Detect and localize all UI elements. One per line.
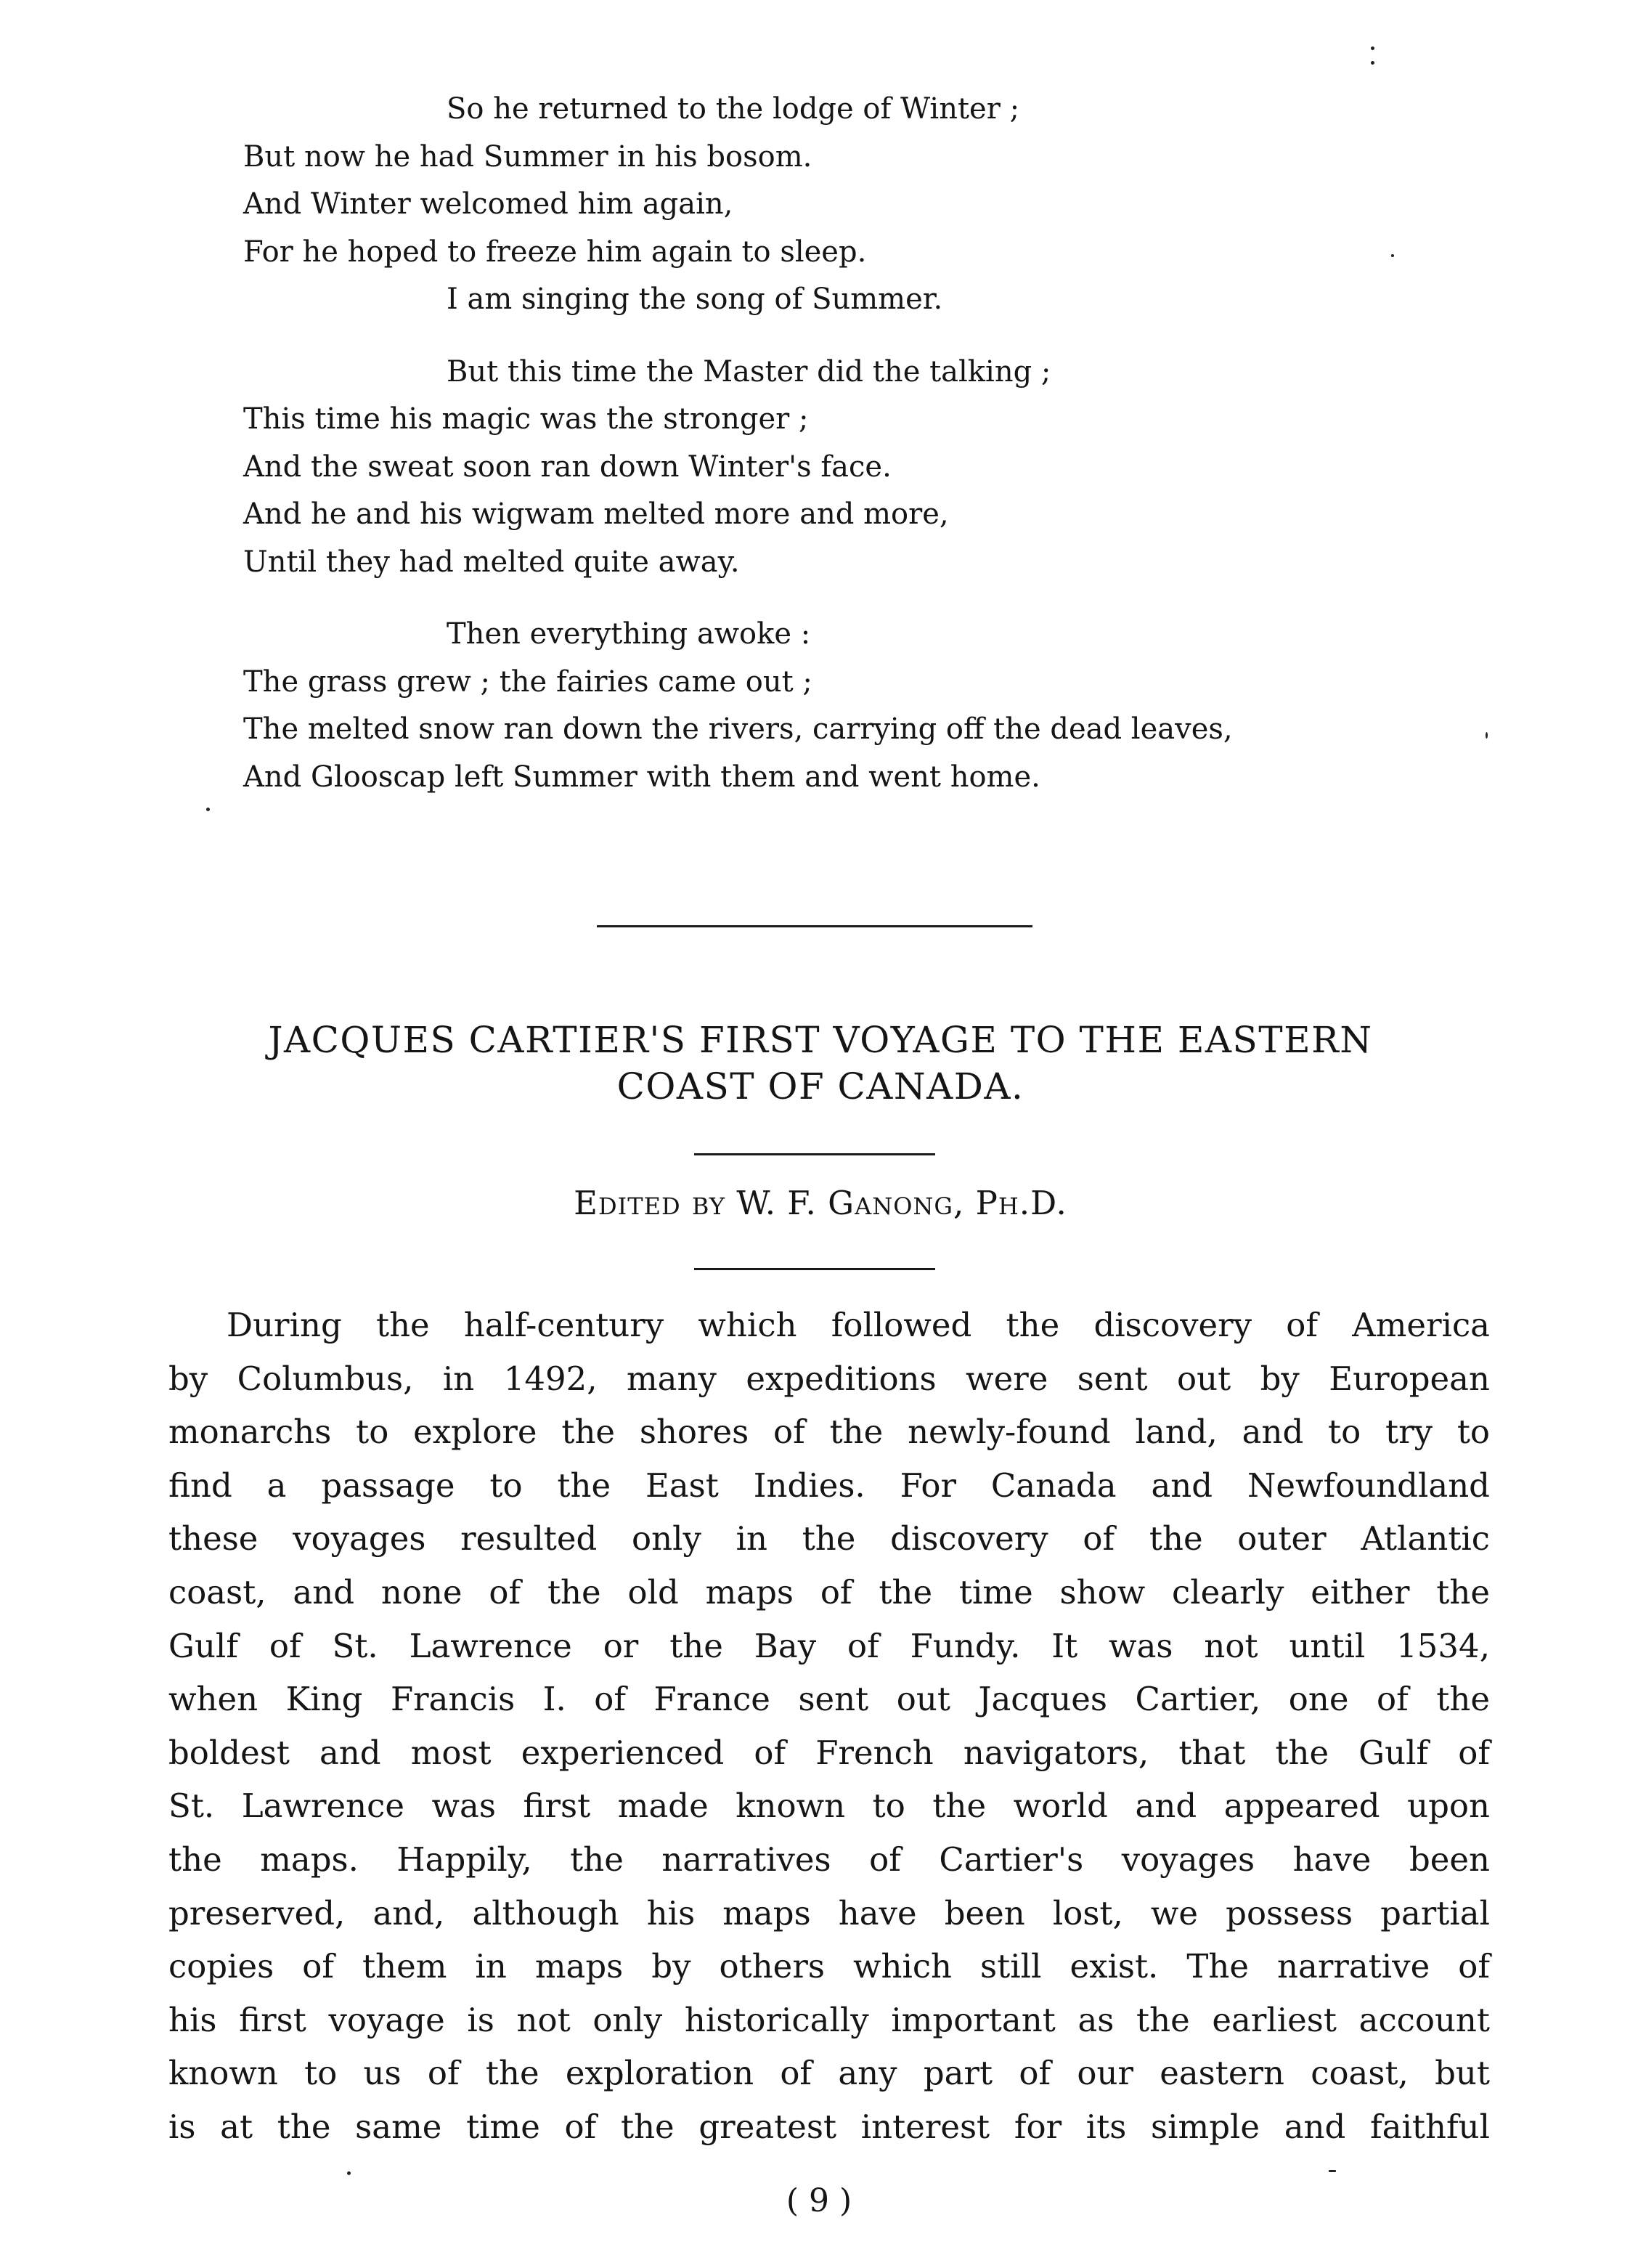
article-title <box>145 1017 1496 1110</box>
body-line: During the half-century which followed the discovery of America <box>227 1306 1490 1344</box>
body-line: his first voyage is not only historically important as the earliest account <box>168 2000 1490 2039</box>
body-line: monarchs to explore the shores of the newly-found land, and to try to <box>168 1413 1490 1452</box>
poem-line: And Glooscap left Summer with them and went home. <box>243 760 1040 794</box>
poem-stanza <box>243 349 1463 587</box>
print-speck <box>347 2171 351 2175</box>
poem-line: So he returned to the lodge of Winter ; <box>447 92 1020 126</box>
print-speck <box>1391 254 1394 257</box>
body-line: Gulf of St. Lawrence or the Bay of Fundy. It was not until 1534, <box>168 1626 1490 1665</box>
article-title-line-1: JACQUES CARTIER'S FIRST VOYAGE TO THE EASTERN <box>268 1019 1373 1061</box>
poem-line: And the sweat soon ran down Winter's face. <box>243 450 892 484</box>
body-line: known to us of the exploration of any part of our eastern coast, but <box>168 2054 1490 2093</box>
body-line: preserved, and, although his maps have been lost, we possess partial <box>168 1893 1490 1932</box>
body-line: find a passage to the East Indies. For Canada and Newfoundland <box>168 1466 1490 1505</box>
body-line: boldest and most experienced of French navigators, that the Gulf of <box>168 1733 1490 1772</box>
article-byline: Edited by W. F. Ganong, Ph.D. <box>574 1184 1067 1222</box>
body-line: these voyages resulted only in the discovery of the outer Atlantic <box>168 1519 1490 1558</box>
print-speck <box>1329 2170 1336 2172</box>
poem-stanza <box>243 611 1463 801</box>
poem-line: And Winter welcomed him again, <box>243 187 733 221</box>
article-body <box>168 1298 1490 2154</box>
body-line: copies of them in maps by others which still exist. The narrative of <box>168 1947 1490 1986</box>
body-line: the maps. Happily, the narratives of Cartier's voyages have been <box>168 1840 1490 1879</box>
poem-line: But now he had Summer in his bosom. <box>243 139 812 174</box>
body-line: St. Lawrence was first made known to the world and appeared upon <box>168 1787 1490 1826</box>
body-line: by Columbus, in 1492, many expeditions were sent out by European <box>168 1359 1490 1398</box>
poem-line: But this time the Master did the talking ; <box>447 354 1051 389</box>
section-divider <box>597 925 1032 927</box>
poem-block <box>243 86 1463 826</box>
body-line: when King Francis I. of France sent out Jacques Cartier, one of the <box>168 1680 1490 1719</box>
article-title-line-2: COAST OF CANADA. <box>616 1065 1024 1107</box>
title-rule <box>694 1153 935 1155</box>
poem-line: The melted snow ran down the rivers, carrying off the dead leaves, <box>243 712 1233 746</box>
poem-line: And he and his wigwam melted more and more, <box>243 497 949 531</box>
body-line: coast, and none of the old maps of the time show clearly either the <box>168 1572 1490 1611</box>
print-speck <box>1371 46 1374 50</box>
print-speck <box>206 808 210 811</box>
poem-line: This time his magic was the stronger ; <box>243 402 809 436</box>
poem-line: For he hoped to freeze him again to sleep. <box>243 235 867 269</box>
poem-stanza <box>243 86 1463 324</box>
poem-line: I am singing the song of Summer. <box>447 283 943 316</box>
print-speck <box>1486 732 1488 739</box>
print-speck <box>1371 61 1374 65</box>
page-number: ( 9 ) <box>786 2182 852 2219</box>
body-line: is at the same time of the greatest interest for its simple and faithful <box>168 2107 1490 2146</box>
poem-line: The grass grew ; the fairies came out ; <box>243 664 812 699</box>
poem-line: Until they had melted quite away. <box>243 545 740 579</box>
byline-rule <box>694 1268 935 1270</box>
poem-line: Then everything awoke : <box>447 617 811 651</box>
